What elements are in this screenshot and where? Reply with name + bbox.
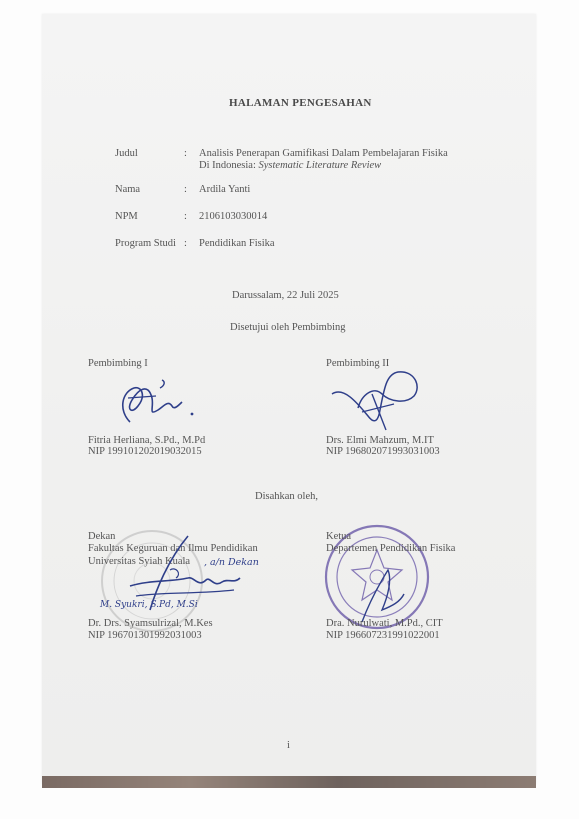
supervisor1-signature — [108, 370, 218, 430]
value-judul-plain: Di Indonesia: — [199, 160, 259, 171]
supervisor1-role: Pembimbing I — [88, 358, 148, 369]
head-name: Dra. Nurulwati, M.Pd., CIT — [326, 618, 443, 629]
value-judul-line1: Analisis Penerapan Gamifikasi Dalam Pembelajaran Fisika — [199, 148, 448, 159]
sep-judul: : — [184, 148, 187, 159]
label-nama: Nama — [115, 184, 141, 195]
dean-handname: M. Syukri, S.Pd, M.Si — [100, 600, 198, 610]
supervisor2-name: Drs. Elmi Mahzum, M.IT — [326, 435, 434, 446]
approved-by: Disetujui oleh Pembimbing — [230, 322, 346, 333]
dean-unit-line1: Fakultas Keguruan dan Ilmu Pendidikan — [88, 543, 258, 554]
supervisor2-nip: NIP 196802071993031003 — [326, 446, 440, 457]
value-npm: 2106103030014 — [199, 211, 268, 222]
dean-handnote: , a/n Dekan — [204, 557, 259, 568]
page-number: i — [287, 740, 290, 751]
ratified-by: Disahkan oleh, — [255, 491, 318, 502]
background-floor — [42, 776, 536, 788]
supervisor2-signature — [328, 364, 428, 434]
head-nip: NIP 196607231991022001 — [326, 630, 440, 641]
supervisor1-name: Fitria Herliana, S.Pd., M.Pd — [88, 435, 206, 446]
dean-role: Dekan — [88, 531, 116, 542]
sep-npm: : — [184, 211, 187, 222]
value-judul-line2 — [199, 160, 381, 171]
value-judul-italic: Systematic Literature Review — [258, 160, 382, 171]
sep-nama: : — [184, 184, 187, 195]
dean-name: Dr. Drs. Syamsulrizal, M.Kes — [88, 618, 213, 629]
value-nama: Ardila Yanti — [199, 184, 251, 195]
dean-unit-line2: Universitas Syiah Kuala — [88, 556, 191, 567]
label-npm: NPM — [115, 211, 138, 222]
place-date: Darussalam, 22 Juli 2025 — [232, 290, 339, 301]
supervisor2-role: Pembimbing II — [326, 358, 390, 369]
value-prodi: Pendidikan Fisika — [199, 238, 275, 249]
sep-prodi: : — [184, 238, 187, 249]
head-unit-line1: Departemen Pendidikan Fisika — [326, 543, 456, 554]
label-judul: Judul — [115, 148, 138, 159]
page-title: HALAMAN PENGESAHAN — [229, 97, 372, 109]
supervisor1-nip: NIP 199101202019032015 — [88, 446, 202, 457]
dean-nip: NIP 196701301992031003 — [88, 630, 202, 641]
label-prodi: Program Studi — [115, 238, 176, 249]
head-role: Ketua — [326, 531, 352, 542]
